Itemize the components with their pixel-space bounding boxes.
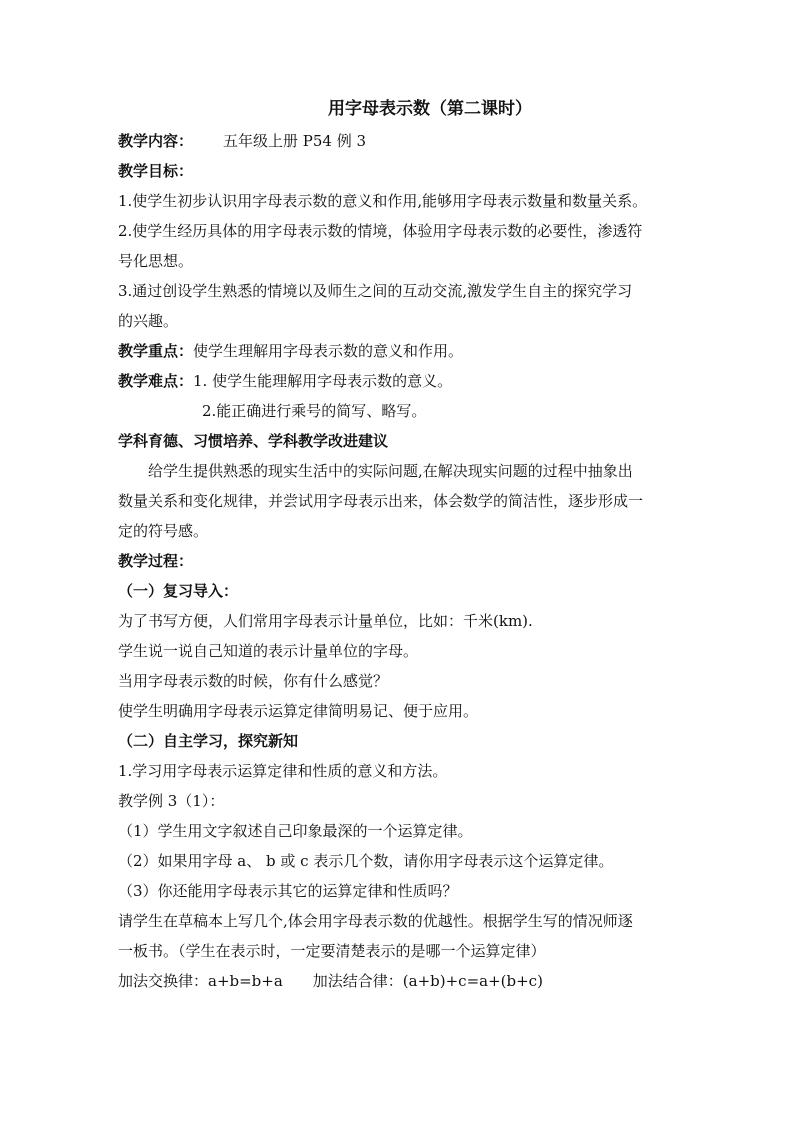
objective-line: 1.使学生初步认识用字母表示数的意义和作用,能够用字母表示数量和数量关系。 xyxy=(118,192,648,210)
laws-row xyxy=(118,966,688,996)
ethics-line: 数量关系和变化规律，并尝试用字母表示出来，体会数学的简洁性，逐步形成一 xyxy=(118,492,644,510)
section-2-line: （1）学生用文字叙述自己印象最深的一个运算定律。 xyxy=(118,822,473,840)
content-row xyxy=(118,126,688,156)
ethics-heading: 学科育德、习惯培养、学科教学改进建议 xyxy=(118,432,389,450)
section-1-line: 使学生明确用字母表示运算定律简明易记、便于应用。 xyxy=(118,702,479,720)
section-2-line: （2）如果用字母 a、 b 或 c 表示几个数，请你用字母表示这个运算定律。 xyxy=(118,852,614,870)
difficulties-line-2: 2.能正确进行乘号的简写、略写。 xyxy=(202,402,427,420)
section-2-heading: （二）自主学习，探究新知 xyxy=(118,732,299,750)
key-points-value: 使学生理解用字母表示数的意义和作用。 xyxy=(193,342,464,360)
difficulties-label: 教学难点： xyxy=(118,372,194,390)
section-2-line: 教学例 3（1）： xyxy=(118,792,225,810)
difficulties-row xyxy=(118,366,688,396)
section-2-line: （3）你还能用字母表示其它的运算定律和性质吗？ xyxy=(118,882,458,900)
objective-line: 2.使学生经历具体的用字母表示数的情境，体验用字母表示数的必要性，渗透符 xyxy=(118,222,643,240)
law-associative: 加法结合律：(a+b)+c=a+(b+c) xyxy=(312,972,543,990)
section-2-line: 1.学习用字母表示运算定律和性质的意义和方法。 xyxy=(118,762,448,780)
section-2-line: 请学生在草稿本上写几个,体会用字母表示数的优越性。根据学生写的情况师逐 xyxy=(118,912,633,930)
objective-line: 的兴趣。 xyxy=(118,312,179,330)
section-1-line: 当用字母表示数的时候，你有什么感觉？ xyxy=(118,672,389,690)
objectives-label: 教学目标： xyxy=(118,162,194,180)
key-points-row xyxy=(118,336,688,366)
ethics-line: 给学生提供熟悉的现实生活中的实际问题,在解决现实问题的过程中抽象出 xyxy=(148,462,633,480)
section-2-line: 一板书。（学生在表示时，一定要清楚表示的是哪一个运算定律） xyxy=(118,942,546,960)
page-title: 用字母表示数（第二课时） xyxy=(328,99,532,119)
section-1-line: 学生说一说自己知道的表示计量单位的字母。 xyxy=(118,642,419,660)
objective-line: 3.通过创设学生熟悉的情境以及师生之间的互动交流,激发学生自主的探究学习 xyxy=(118,282,633,300)
content-label: 教学内容： xyxy=(118,132,194,150)
objective-line: 号化思想。 xyxy=(118,252,194,270)
key-points-label: 教学重点： xyxy=(118,342,194,360)
difficulties-line-1: 1. 使学生能理解用字母表示数的意义。 xyxy=(193,372,453,390)
ethics-line: 定的符号感。 xyxy=(118,522,209,540)
section-1-line: 为了书写方便，人们常用字母表示计量单位，比如：千米(km). xyxy=(118,612,533,630)
section-1-heading: （一）复习导入： xyxy=(118,582,239,600)
process-label: 教学过程： xyxy=(118,552,194,570)
content-value: 五年级上册 P54 例 3 xyxy=(223,132,367,150)
document-page xyxy=(118,92,688,996)
law-commutative: 加法交换律：a+b=b+a xyxy=(118,972,283,990)
